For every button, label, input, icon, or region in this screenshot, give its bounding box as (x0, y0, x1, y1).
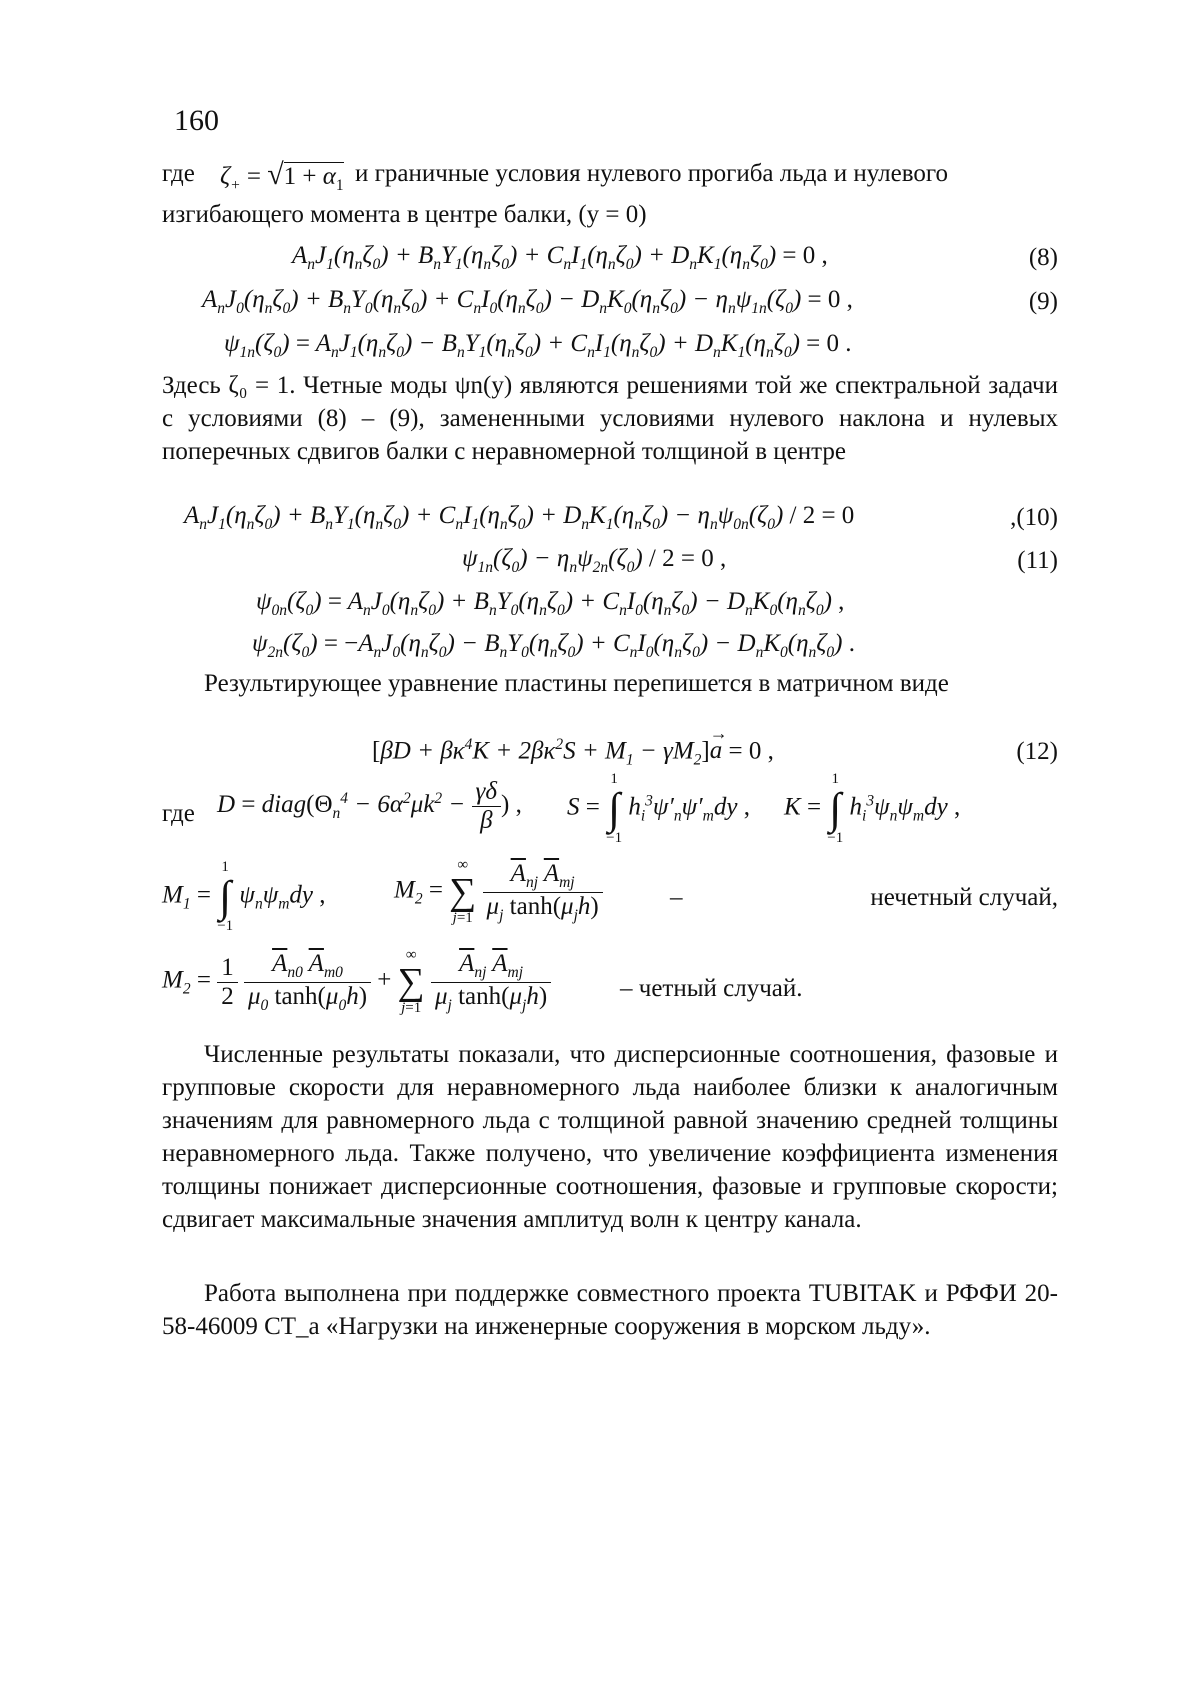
where-label-2: где (162, 800, 195, 828)
matrix-M1-definition: M1 = 1 ∫ −1 ψnψmdy , (162, 860, 326, 934)
psi-0n-definition: ψ0n(ζ0) = AnJ0(ηnζ0) + BnY0(ηnζ0) + CnI0(ηnζ0) − DnK0(ηnζ0) , (256, 588, 844, 620)
equation-8-number: (8) (1029, 244, 1058, 272)
where-label-1: где (162, 160, 195, 188)
matrix-M2-even-definition: M2 = 1 2 An0 Am0 μ0 tanh(μ0h) + ∞ ∑ j=1 Anj Amj μj tanh(μjh) (162, 948, 551, 1016)
odd-case-label: нечетный случай, (870, 884, 1058, 912)
boundary-conditions-text: и граничные условия нулевого прогиба льда и нулевого (355, 160, 948, 188)
equation-12-number: (12) (1016, 738, 1058, 766)
page-number: 160 (174, 104, 219, 138)
even-case-label: – четный случай. (620, 975, 803, 1003)
page (162, 0, 1058, 1703)
equation-10: AnJ1(ηnζ0) + BnY1(ηnζ0) + CnI1(ηnζ0) + DnK1(ηnζ0) − ηnψ0n(ζ0) / 2 = 0 (184, 502, 854, 534)
matrix-K-definition: K = 1 ∫ −1 hi3ψnψmdy , (784, 772, 960, 846)
equation-12: [βD + βκ4K + 2βκ2S + M1 − γM2]a → = 0 , (372, 736, 774, 769)
paragraph-numerical-results: Численные результаты показали, что дисперсионные соотношения, фазовые и групповые скорости для неравномерного льда наиболее близки к аналогичным значениям для равномерного льда с толщиной равной значению средней толщины неравномерного льда. Также получено, что увеличение коэффициента изменения толщины понижает дисперсионные соотношения, фазовые и групповые скорости; сдвигает максимальные значения амплитуд волн к центру канала. (162, 1038, 1058, 1236)
matrix-S-definition: S = 1 ∫ −1 hi3ψ′nψ′mdy , (567, 772, 750, 846)
equation-10-number: ,(10) (1010, 504, 1058, 532)
equation-11-number: (11) (1017, 547, 1058, 575)
zeta-plus-formula: ζ+ = √1 + α1 (220, 158, 344, 195)
matrix-D-definition: D = diag(Θn4 − 6α2μk2 − γδ β ) , (217, 778, 522, 835)
matrix-M2-odd-definition: M2 = ∞ ∑ j=1 Anj Amj μj tanh(μjh) (394, 858, 603, 926)
equation-8: AnJ1(ηnζ0) + BnY1(ηnζ0) + CnI1(ηnζ0) + DnK1(ηnζ0) = 0 , (292, 242, 828, 274)
psi-1n-definition: ψ1n(ζ0) = AnJ1(ηnζ0) − BnY1(ηnζ0) + CnI1(ηnζ0) + DnK1(ηnζ0) = 0 . (224, 330, 852, 362)
paragraph-acknowledgement: Работа выполнена при поддержке совместного проекта TUBITAK и РФФИ 20-58-46009 CT_a «Нагрузки на инженерные сооружения в морском льду». (162, 1277, 1058, 1343)
equation-11: ψ1n(ζ0) − ηnψ2n(ζ0) / 2 = 0 , (462, 545, 726, 577)
psi-2n-definition: ψ2n(ζ0) = −AnJ0(ηnζ0) − BnY0(ηnζ0) + CnI0(ηnζ0) − DnK0(ηnζ0) . (252, 630, 855, 662)
bending-moment-text: изгибающего момента в центре балки, (y = 0) (162, 201, 647, 229)
paragraph-even-modes: Здесь ζ₀ = 1. Четные моды ψn(y) являются решениями той же спектральной задачи с условиями (8) – (9), замененными условиями нулевого наклона и нулевых поперечных сдвигов балки с неравномерной толщиной в центре (162, 369, 1058, 468)
paragraph-matrix-form: Результирующее уравнение пластины перепишется в матричном виде (162, 667, 1058, 700)
equation-9: AnJ0(ηnζ0) + BnY0(ηnζ0) + CnI0(ηnζ0) − DnK0(ηnζ0) − ηnψ1n(ζ0) = 0 , (202, 286, 853, 318)
equation-9-number: (9) (1029, 288, 1058, 316)
odd-case-dash: – (670, 884, 683, 912)
